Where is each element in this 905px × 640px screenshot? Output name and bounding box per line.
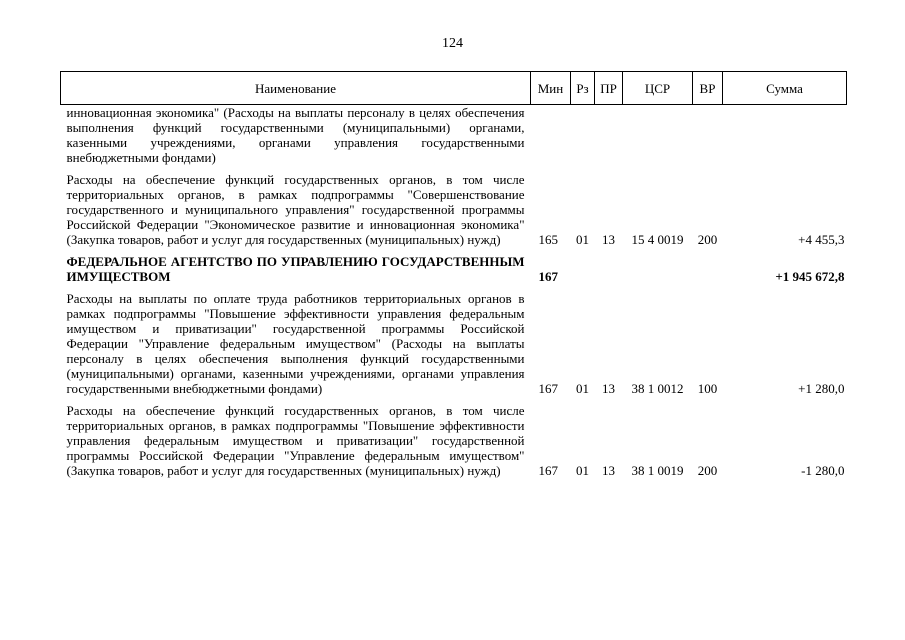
table-row-agency	[61, 254, 847, 284]
row-pr: 13	[602, 463, 615, 478]
row-sum	[723, 105, 847, 166]
row-csr: 38 1 0019	[631, 463, 684, 478]
row-min: 167	[538, 269, 558, 284]
row-min	[531, 105, 571, 166]
row-min: 167	[538, 381, 558, 396]
row-min: 165	[538, 232, 558, 247]
row-csr	[623, 105, 693, 166]
column-header-sum: Сумма	[723, 72, 847, 105]
row-csr: 15 4 0019	[631, 232, 684, 247]
table-row	[61, 172, 847, 247]
row-name: Расходы на обеспечение функций государственных органов, в том числе территориальных органов, в рамках подпрограммы "Повышение эффективности управления федеральным имуществом и приватизации" государственной программы Российской Федерации "Управление федеральным имуществом" (Закупка товаров, работ и услуг для государственных (муниципальных) нужд)	[66, 403, 525, 478]
row-pr: 13	[602, 381, 615, 396]
row-csr: 38 1 0012	[631, 381, 684, 396]
column-header-min: Мин	[531, 72, 571, 105]
row-vr	[693, 254, 723, 284]
column-header-name: Наименование	[61, 72, 531, 105]
row-name: ФЕДЕРАЛЬНОЕ АГЕНТСТВО ПО УПРАВЛЕНИЮ ГОСУДАРСТВЕННЫМ ИМУЩЕСТВОМ	[66, 254, 525, 284]
row-name: инновационная экономика" (Расходы на выплаты персоналу в целях обеспечения выполнения функций государственными (муниципальными) органами, казенными учреждениями, органами управления государственными внебюджетными фондами)	[66, 105, 525, 165]
column-header-vr: ВР	[693, 72, 723, 105]
row-sum: -1 280,0	[801, 463, 845, 478]
row-pr	[595, 254, 623, 284]
row-rz	[571, 105, 595, 166]
row-name: Расходы на выплаты по оплате труда работников территориальных органов в рамках подпрограммы "Повышение эффективности управления федеральным имуществом и приватизации" государственной программы Российской Федерации "Управление федеральным имуществом" (Расходы на выплаты персоналу в целях обеспечения выполнения функций государственными (муниципальными) органами, казенными учреждениями, органами управления государственными внебюджетными фондами)	[66, 291, 525, 396]
row-rz: 01	[576, 232, 589, 247]
row-vr: 100	[697, 381, 718, 396]
row-min: 167	[538, 463, 558, 478]
row-rz: 01	[576, 381, 589, 396]
row-sum: +1 280,0	[798, 381, 845, 396]
row-pr: 13	[602, 232, 615, 247]
row-vr: 200	[697, 232, 718, 247]
budget-table	[60, 71, 847, 478]
row-sum: +4 455,3	[798, 232, 845, 247]
table-row	[61, 291, 847, 396]
row-vr	[693, 105, 723, 166]
row-vr: 200	[697, 463, 718, 478]
row-rz: 01	[576, 463, 589, 478]
table-row	[61, 105, 847, 166]
table-header-row	[61, 72, 847, 105]
column-header-pr: ПР	[595, 72, 623, 105]
row-rz	[571, 254, 595, 284]
table-row	[61, 403, 847, 478]
column-header-csr: ЦСР	[623, 72, 693, 105]
row-sum: +1 945 672,8	[775, 269, 845, 284]
column-header-rz: Рз	[571, 72, 595, 105]
row-pr	[595, 105, 623, 166]
row-name: Расходы на обеспечение функций государственных органов, в том числе территориальных органов, в рамках подпрограммы "Совершенствование государственного и муниципального управления" государственной программы Российской Федерации "Экономическое развитие и инновационная экономика" (Закупка товаров, работ и услуг для государственных (муниципальных) нужд)	[66, 172, 525, 247]
page-number: 124	[442, 36, 463, 51]
row-csr	[623, 254, 693, 284]
